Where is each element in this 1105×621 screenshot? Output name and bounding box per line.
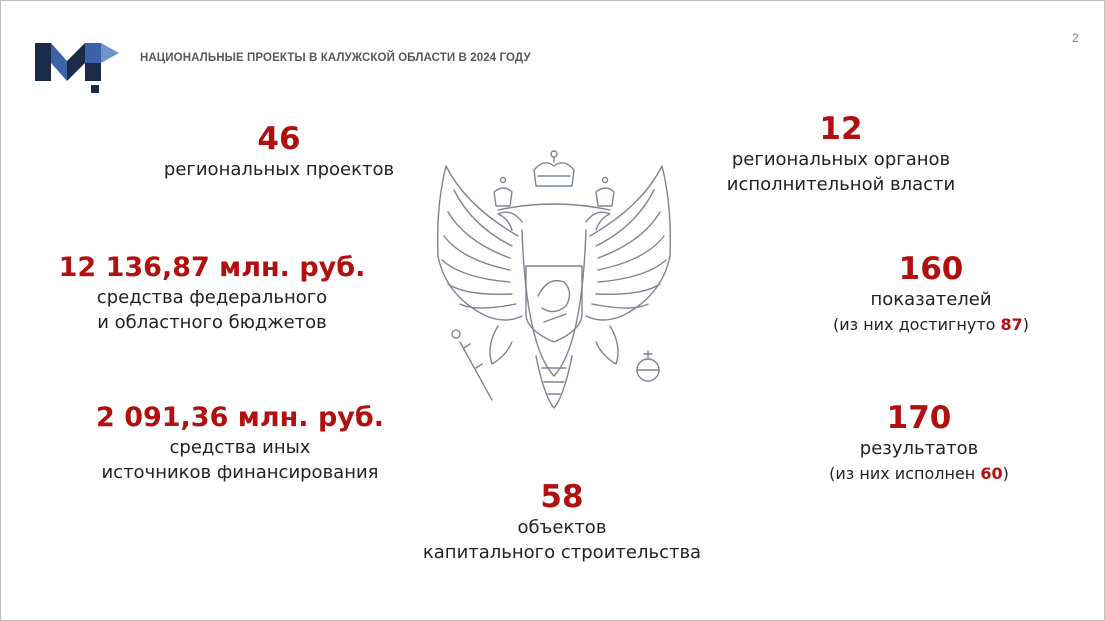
right-crown (596, 178, 614, 207)
right-wing (586, 166, 670, 320)
shield (526, 266, 582, 342)
tail (536, 356, 572, 408)
stat-label-line2: и областного бюджетов (97, 312, 327, 333)
stat-value: 160 (898, 251, 964, 287)
executed-count: 60 (980, 464, 1003, 483)
stat-label-line2: (из них исполнен 60) (829, 464, 1009, 483)
achieved-count: 87 (1000, 315, 1023, 334)
stat-label-line1: региональных органов (731, 149, 951, 170)
stat-regional-projects (164, 121, 394, 182)
stat-label-line2: источников финансирования (101, 462, 379, 483)
stat-value: 58 (540, 479, 584, 515)
stat-label-line1: результатов (859, 438, 979, 459)
stat-value: 170 (886, 400, 952, 436)
stat-label: региональных проектов (163, 159, 395, 180)
stat-value: 12 (819, 111, 863, 147)
central-crown (534, 151, 574, 186)
stat-executive-bodies (727, 111, 955, 197)
orb (637, 351, 659, 381)
stat-value: 46 (257, 121, 301, 157)
page-title: НАЦИОНАЛЬНЫЕ ПРОЕКТЫ В КАЛУЖСКОЙ ОБЛАСТИ В 2024 ГОДУ (140, 52, 531, 64)
stat-label-line2: исполнительной власти (726, 174, 956, 195)
stat-value: 2 091,36 млн. руб. (96, 402, 384, 433)
mr-logo-icon (33, 37, 125, 97)
stat-label-line2: капитального строительства (422, 542, 702, 563)
left-crown (494, 178, 512, 207)
stat-other-sources (96, 401, 384, 485)
stat-label-line1: средства иных (169, 437, 311, 458)
stat-value: 12 136,87 млн. руб. (58, 252, 366, 283)
stat-label-line1: средства федерального (96, 287, 328, 308)
stat-label-line1: объектов (517, 517, 607, 538)
stat-indicators (833, 251, 1029, 337)
stat-results (829, 400, 1009, 486)
stat-label-line1: показателей (870, 289, 992, 310)
stat-label-line2: (из них достигнуто 87) (832, 315, 1030, 334)
page-number: 2 (1072, 31, 1079, 45)
coat-of-arms-icon (426, 146, 684, 418)
stat-federal-budget (59, 251, 366, 335)
sceptre (452, 330, 492, 400)
stat-capital-objects (423, 479, 701, 565)
